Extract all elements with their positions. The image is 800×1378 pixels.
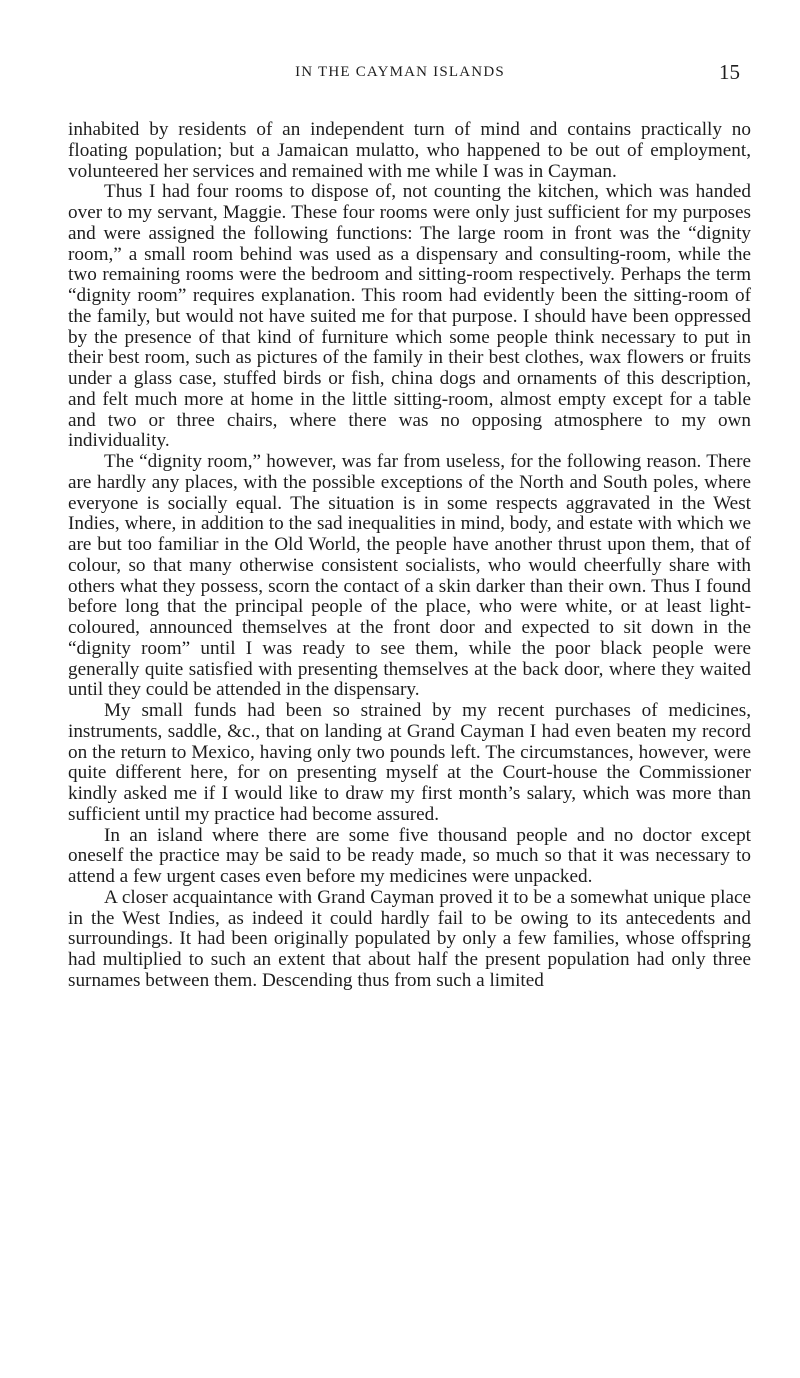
paragraph: A closer acquaintance with Grand Cayman proved it to be a somewhat unique place in the West Indies, as indeed it could hardly fail to be owing to its antecedents and surroundings. It had been originally populated by only a few families, whose offspring had multiplied to such an extent that about half the present population had only three surnames between them. Descending thus from such a limited <box>68 886 751 991</box>
body-text <box>68 120 751 992</box>
page-number: 15 <box>719 60 740 84</box>
paragraph: Thus I had four rooms to dispose of, not counting the kitchen, which was handed over to my servant, Maggie. These four rooms were only just sufficient for my purposes and were assigned the following functions: The large room in front was the “dignity room,” a small room behind was used as a dispensary and consulting-room, while the two remaining rooms were the bedroom and sitting-room respectively. Perhaps the term “dignity room” requires explanation. This room had evidently been the sitting-room of the family, but would not have suited me for that purpose. I should have been oppressed by the presence of that kind of furniture which some people think necessary to put in their best room, such as pictures of the family in their best clothes, wax flowers or fruits under a glass case, stuffed birds or fish, china dogs and ornaments of this description, and felt much more at home in the little sitting-room, almost empty except for a table and two or three chairs, where there was no opposing atmosphere to my own individuality. <box>68 181 751 452</box>
paragraph: In an island where there are some five thousand people and no doctor except oneself the practice may be said to be ready made, so much so that it was necessary to attend a few urgent cases even before my medicines were unpacked. <box>68 824 751 887</box>
paragraph: My small funds had been so strained by my recent purchases of medicines, instruments, saddle, &c., that on landing at Grand Cayman I had even beaten my record on the return to Mexico, having only two pounds left. The circumstances, however, were quite different here, for on presenting myself at the Court-house the Commissioner kindly asked me if I would like to draw my first month’s salary, which was more than sufficient until my practice had become assured. <box>68 700 751 825</box>
paragraph: inhabited by residents of an independent turn of mind and contains practically no floating population; but a Jamaican mulatto, who happened to be out of employment, volunteered her services and remained with me while I was in Cayman. <box>68 119 751 182</box>
running-header: IN THE CAYMAN ISLANDS <box>295 64 505 80</box>
paragraph: The “dignity room,” however, was far from useless, for the following reason. There are hardly any places, with the possible exceptions of the North and South poles, where everyone is socially equal. The situation is in some respects aggravated in the West Indies, where, in addition to the sad inequalities in mind, body, and estate with which we are but too familiar in the Old World, the people have another thrust upon them, that of colour, so that many otherwise consistent socialists, who would cheerfully share with others what they possess, scorn the contact of a skin darker than their own. Thus I found before long that the principal people of the place, who were white, or at least light-coloured, announced themselves at the front door and expected to sit down in the “dignity room” until I was ready to see them, while the poor black people were generally quite satisfied with presenting themselves at the back door, where they waited until they could be attended in the dispensary. <box>68 451 751 701</box>
